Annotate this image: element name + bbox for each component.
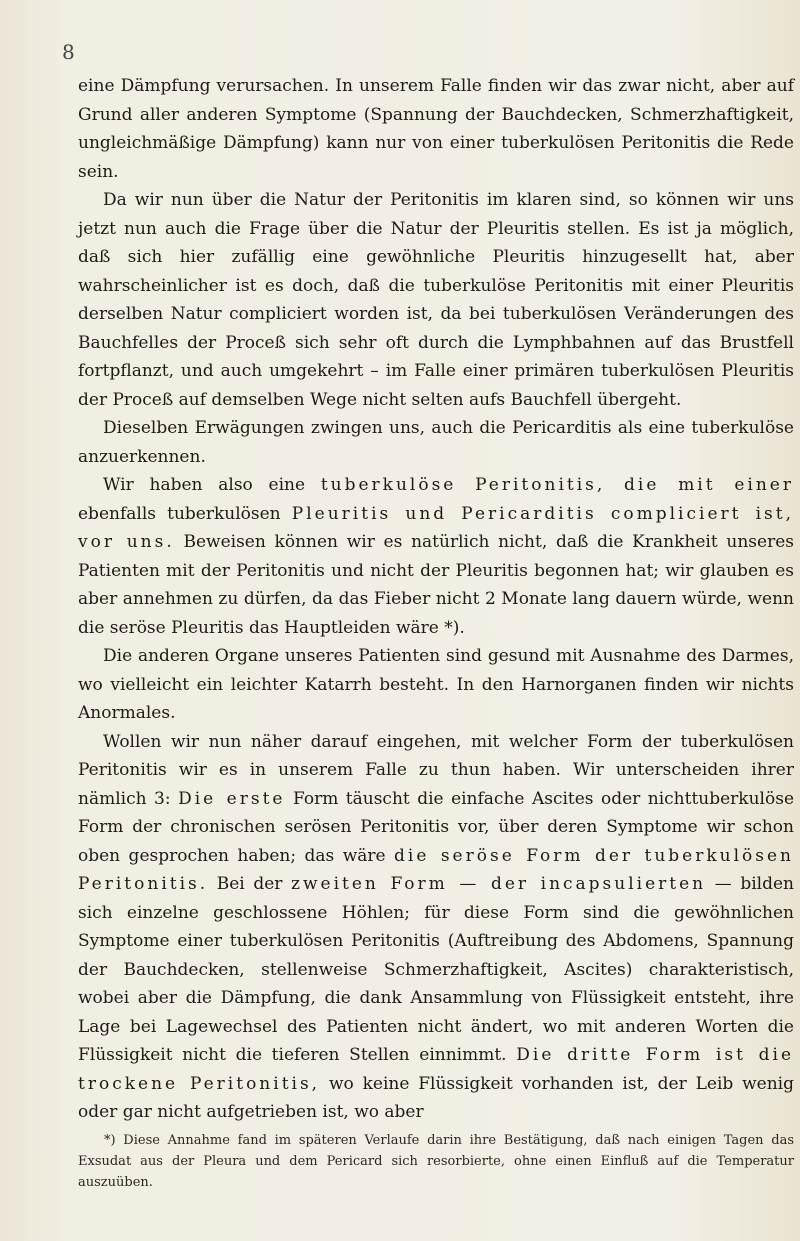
paragraph — [78, 728, 794, 1127]
paragraph: Dieselben Erwägungen zwingen uns, auch die Pericarditis als eine tuberkulöse anzuerkennen. — [78, 418, 794, 467]
text-run: Form täuscht die einfache Ascites oder nichttuberkulöse Form der chronischen serösen Peritonitis vor, über deren Symptome wir schon oben gesprochen haben; das wäre — [78, 788, 795, 866]
text-run: Wollen wir nun näher darauf eingehen, mit welcher Form der tuberkulösen Peritonitis wir es in unserem Falle zu thun haben. Wir unterscheiden ihrer nämlich 3: — [78, 731, 794, 809]
spaced-emphasis: die seröse Form der tuberkulösen Peritonitis. — [78, 845, 794, 894]
text-run: Bei der — [216, 874, 283, 894]
paragraph: Da wir nun über die Natur der Peritonitis im klaren sind, so können wir uns jetzt nun auch die Frage über die Natur der Pleuritis stellen. Es ist ja möglich, daß sich hier zufällig eine gewöhnliche Pleuritis hinzugesellt hat, aber wahrscheinlicher ist es doch, daß die tuberkulöse Peritonitis mit einer Pleuritis derselben Natur compliciert worden ist, da bei tuberkulösen Veränderungen des Bauchfelles der Proceß sich sehr oft durch die Lymphbahnen auf das Brustfell fortpflanzt, und auch umgekehrt – im Falle einer primären tuberkulösen Pleuritis der Proceß auf demselben Wege nicht selten aufs Bauchfell übergeht. — [78, 190, 794, 410]
footnote-text: *) Diese Annahme fand im späteren Verlaufe darin ihre Bestätigung, daß nach einigen Tagen das Exsudat aus der Pleura und dem Pericard sich resorbierte, ohne einen Einfluß auf die Temperatur auszuüben. — [78, 1133, 794, 1190]
spaced-emphasis: Pleuritis und Pericarditis compliciert ist, vor uns. — [78, 503, 795, 552]
footnote — [78, 1130, 794, 1193]
spaced-emphasis: Die erste — [178, 788, 286, 809]
text-run: ebenfalls tuberkulösen — [78, 503, 281, 524]
body-text — [78, 72, 794, 1127]
text-run: — bilden sich einzelne geschlossene Höhlen; für diese Form sind die gewöhnlichen Symptome einer tuberkulösen Peritonitis (Auftreibung des Abdomens, Spannung der Bauchdecken, stellenweise Schmerzhaftigkeit, Ascites) charakteristisch, wobei aber die Dämpfung, die dank Ansammlung von Flüssigkeit entsteht, ihre Lage bei Lagewechsel des Patienten nicht ändert, wo mit anderen Worten die Flüssigkeit nicht die tieferen Stellen einnimmt. — [78, 874, 794, 1065]
text-run: Beweisen können wir es natürlich nicht, daß die Krankheit unseres Patienten mit der Peritonitis und nicht der Pleuritis begonnen hat; wir glauben es aber annehmen zu dürfen, da das Fieber nicht 2 Monate lang dauern würde, wenn die seröse Pleuritis das Hauptleiden wäre *). — [78, 532, 794, 638]
paragraph — [78, 471, 794, 642]
paragraph: Die anderen Organe unseres Patienten sind gesund mit Ausnahme des Darmes, wo vielleicht ein leichter Katarrh besteht. In den Harnorganen finden wir nichts Anormales. — [78, 646, 794, 723]
spaced-emphasis: tuberkulöse Peritonitis, die mit einer — [320, 475, 794, 495]
spaced-emphasis: zweiten Form — der incapsulierten — [291, 874, 707, 894]
page-number: 8 — [62, 40, 75, 64]
text-run: wo keine Flüssigkeit vorhanden ist, der Leib wenig oder gar nicht aufgetrieben ist, wo aber — [78, 1073, 795, 1122]
paragraph: eine Dämpfung verursachen. In unserem Falle finden wir das zwar nicht, aber auf Grund aller anderen Symptome (Spannung der Bauchdecken, Schmerzhaftigkeit, ungleichmäßige Dämpfung) kann nur von einer tuberkulösen Peritonitis die Rede sein. — [78, 76, 794, 182]
text-run: Wir haben also eine — [103, 475, 306, 495]
spaced-emphasis: Die dritte Form ist die trockene Peritonitis, — [78, 1045, 795, 1094]
